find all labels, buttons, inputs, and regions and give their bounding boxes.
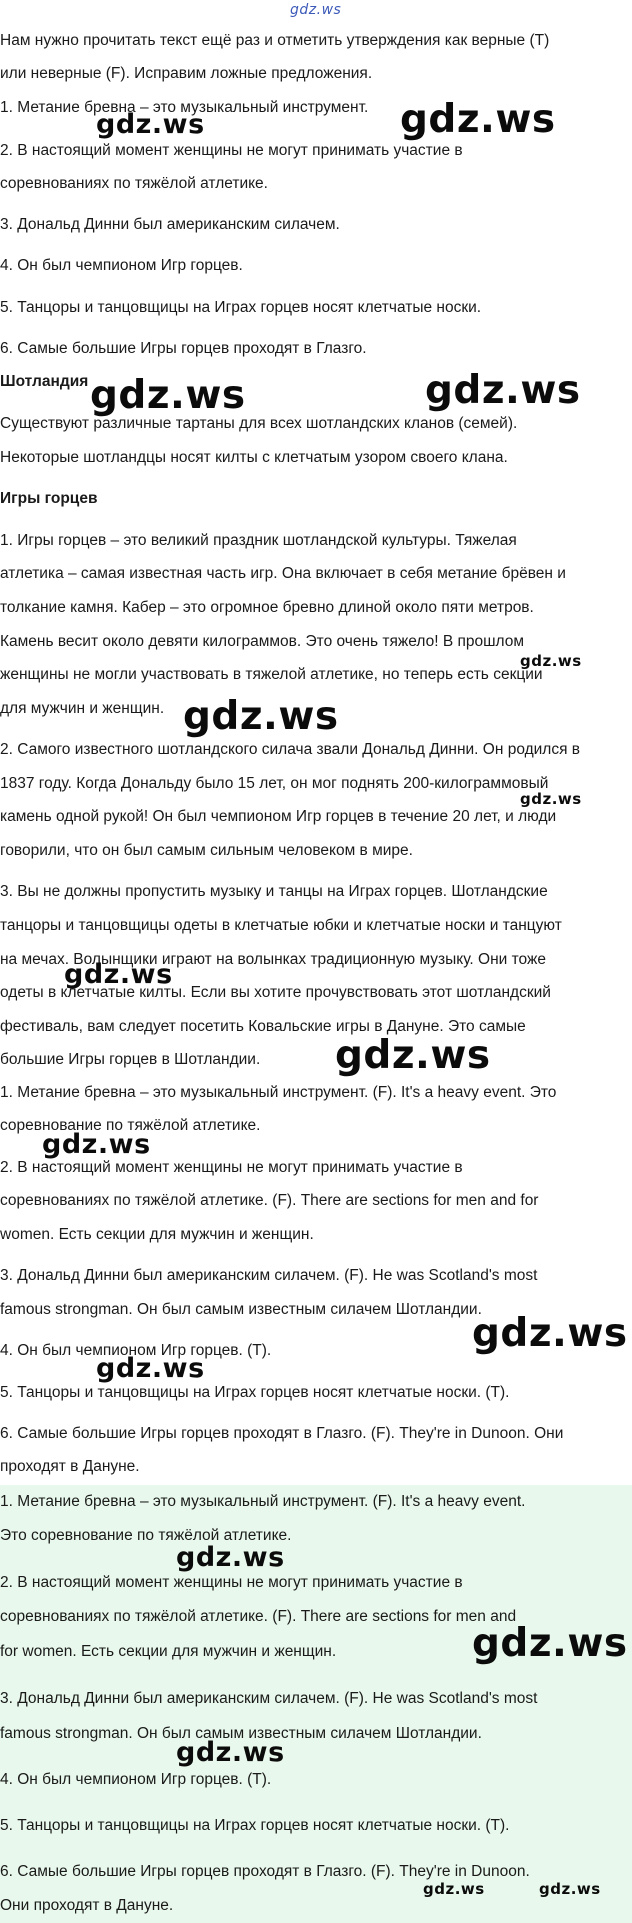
highlight-answer-line: Это соревнование по тяжёлой атлетике. xyxy=(0,1527,292,1544)
watermark: gdz.ws xyxy=(176,1542,285,1573)
statement-line: 3. Дональд Динни был американским силачем. xyxy=(0,216,340,233)
games-text-line: 3. Вы не должны пропустить музыку и танцы на Играх горцев. Шотландские xyxy=(0,883,548,900)
task-intro-line: Нам нужно прочитать текст ещё раз и отметить утверждения как верные (T) xyxy=(0,32,550,49)
watermark: gdz.ws xyxy=(423,1880,485,1898)
highlight-answer-line: famous strongman. Он был самым известным силачем Шотландии. xyxy=(0,1725,482,1742)
statement-line: 1. Метание бревна – это музыкальный инструмент. xyxy=(0,99,369,116)
answer-line: проходят в Дануне. xyxy=(0,1458,140,1475)
answer-line: women. Есть секции для мужчин и женщин. xyxy=(0,1226,314,1243)
watermark: gdz.ws xyxy=(96,109,205,140)
watermark: gdz.ws xyxy=(520,790,582,808)
games-text-line: 1837 году. Когда Дональду было 15 лет, он мог поднять 200-килограммовый xyxy=(0,775,549,792)
scotland-text-line: Некоторые шотландцы носят килты с клетчатым узором своего клана. xyxy=(0,449,508,466)
statement-line: 2. В настоящий момент женщины не могут принимать участие в xyxy=(0,142,463,159)
games-text-line: говорили, что он был самым сильным человеком в мире. xyxy=(0,842,413,859)
highlight-answer-line: Они проходят в Дануне. xyxy=(0,1897,174,1914)
games-text-line: 1. Игры горцев – это великий праздник шотландской культуры. Тяжелая xyxy=(0,532,517,549)
games-text-line: 2. Самого известного шотландского силача звали Дональд Динни. Он родился в xyxy=(0,741,581,758)
answer-line: famous strongman. Он был самым известным силачем Шотландии. xyxy=(0,1301,482,1318)
games-text-line: одеты в клетчатые килты. Если вы хотите прочувствовать этот шотландский xyxy=(0,984,551,1001)
highlight-answer-line: соревнованиях по тяжёлой атлетике. (F). There are sections for men and xyxy=(0,1608,517,1625)
highlight-answer-line: 1. Метание бревна – это музыкальный инструмент. (F). It's a heavy event. xyxy=(0,1493,526,1510)
watermark: gdz.ws xyxy=(96,1353,205,1384)
watermark: gdz.ws xyxy=(183,694,339,739)
highlight-answer-line: 6. Самые большие Игры горцев проходят в Глазго. (F). They're in Dunoon. xyxy=(0,1863,530,1880)
highlight-answer-line: for women. Есть секции для мужчин и женщин. xyxy=(0,1643,337,1660)
statement-line: соревнованиях по тяжёлой атлетике. xyxy=(0,175,268,192)
statement-line: 6. Самые большие Игры горцев проходят в Глазго. xyxy=(0,340,367,357)
scotland-heading: Шотландия xyxy=(0,373,89,390)
watermark: gdz.ws xyxy=(400,97,556,142)
scotland-text-line: Существуют различные тартаны для всех шотландских кланов (семей). xyxy=(0,415,518,432)
highlight-answer-line: 3. Дональд Динни был американским силачем. (F). He was Scotland's most xyxy=(0,1690,538,1707)
watermark: gdz.ws xyxy=(472,1621,628,1666)
games-text-line: на мечах. Волынщики играют на волынках традиционную музыку. Они тоже xyxy=(0,951,546,968)
games-text-line: для мужчин и женщин. xyxy=(0,700,165,717)
watermark: gdz.ws xyxy=(539,1880,601,1898)
highlight-answer-line: 5. Танцоры и танцовщицы на Играх горцев носят клетчатые носки. (T). xyxy=(0,1817,510,1834)
answer-line: 5. Танцоры и танцовщицы на Играх горцев носят клетчатые носки. (T). xyxy=(0,1384,510,1401)
games-text-line: толкание камня. Кабер – это огромное бревно длиной около пяти метров. xyxy=(0,599,534,616)
statement-line: 4. Он был чемпионом Игр горцев. xyxy=(0,257,243,274)
watermark: gdz.ws xyxy=(90,373,246,418)
answer-line: 4. Он был чемпионом Игр горцев. (T). xyxy=(0,1342,272,1359)
watermark: gdz.ws xyxy=(64,959,173,990)
task-intro-line: или неверные (F). Исправим ложные предложения. xyxy=(0,65,373,82)
answer-line: соревнованиях по тяжёлой атлетике. (F). There are sections for men and for xyxy=(0,1192,539,1209)
watermark: gdz.ws xyxy=(520,652,582,670)
games-heading: Игры горцев xyxy=(0,490,98,507)
watermark: gdz.ws xyxy=(472,1311,628,1356)
watermark: gdz.ws xyxy=(176,1737,285,1768)
games-text-line: женщины не могли участвовать в тяжелой атлетике, но теперь есть секции xyxy=(0,666,543,683)
site-logo[interactable]: gdz.ws xyxy=(290,2,342,18)
watermark: gdz.ws xyxy=(335,1033,491,1078)
games-text-line: большие Игры горцев в Шотландии. xyxy=(0,1051,261,1068)
games-text-line: фестиваль, вам следует посетить Ковальские игры в Дануне. Это самые xyxy=(0,1018,526,1035)
games-text-line: камень одной рукой! Он был чемпионом Игр горцев в течение 20 лет, и люди xyxy=(0,808,557,825)
watermark: gdz.ws xyxy=(42,1129,151,1160)
highlight-answer-line: 2. В настоящий момент женщины не могут принимать участие в xyxy=(0,1574,463,1591)
answer-line: 6. Самые большие Игры горцев проходят в Глазго. (F). They're in Dunoon. Они xyxy=(0,1425,564,1442)
answer-line: 1. Метание бревна – это музыкальный инструмент. (F). It's a heavy event. Это xyxy=(0,1084,557,1101)
statement-line: 5. Танцоры и танцовщицы на Играх горцев носят клетчатые носки. xyxy=(0,299,482,316)
games-text-line: атлетика – самая известная часть игр. Она включает в себя метание брёвен и xyxy=(0,565,566,582)
highlight-answer-line: 4. Он был чемпионом Игр горцев. (T). xyxy=(0,1771,272,1788)
games-text-line: танцоры и танцовщицы одеты в клетчатые юбки и клетчатые носки и танцуют xyxy=(0,917,562,934)
answer-line: соревнование по тяжёлой атлетике. xyxy=(0,1117,261,1134)
games-text-line: Камень весит около девяти килограммов. Это очень тяжело! В прошлом xyxy=(0,633,525,650)
answer-line: 3. Дональд Динни был американским силачем. (F). He was Scotland's most xyxy=(0,1267,538,1284)
answer-line: 2. В настоящий момент женщины не могут принимать участие в xyxy=(0,1159,463,1176)
watermark: gdz.ws xyxy=(425,368,581,413)
